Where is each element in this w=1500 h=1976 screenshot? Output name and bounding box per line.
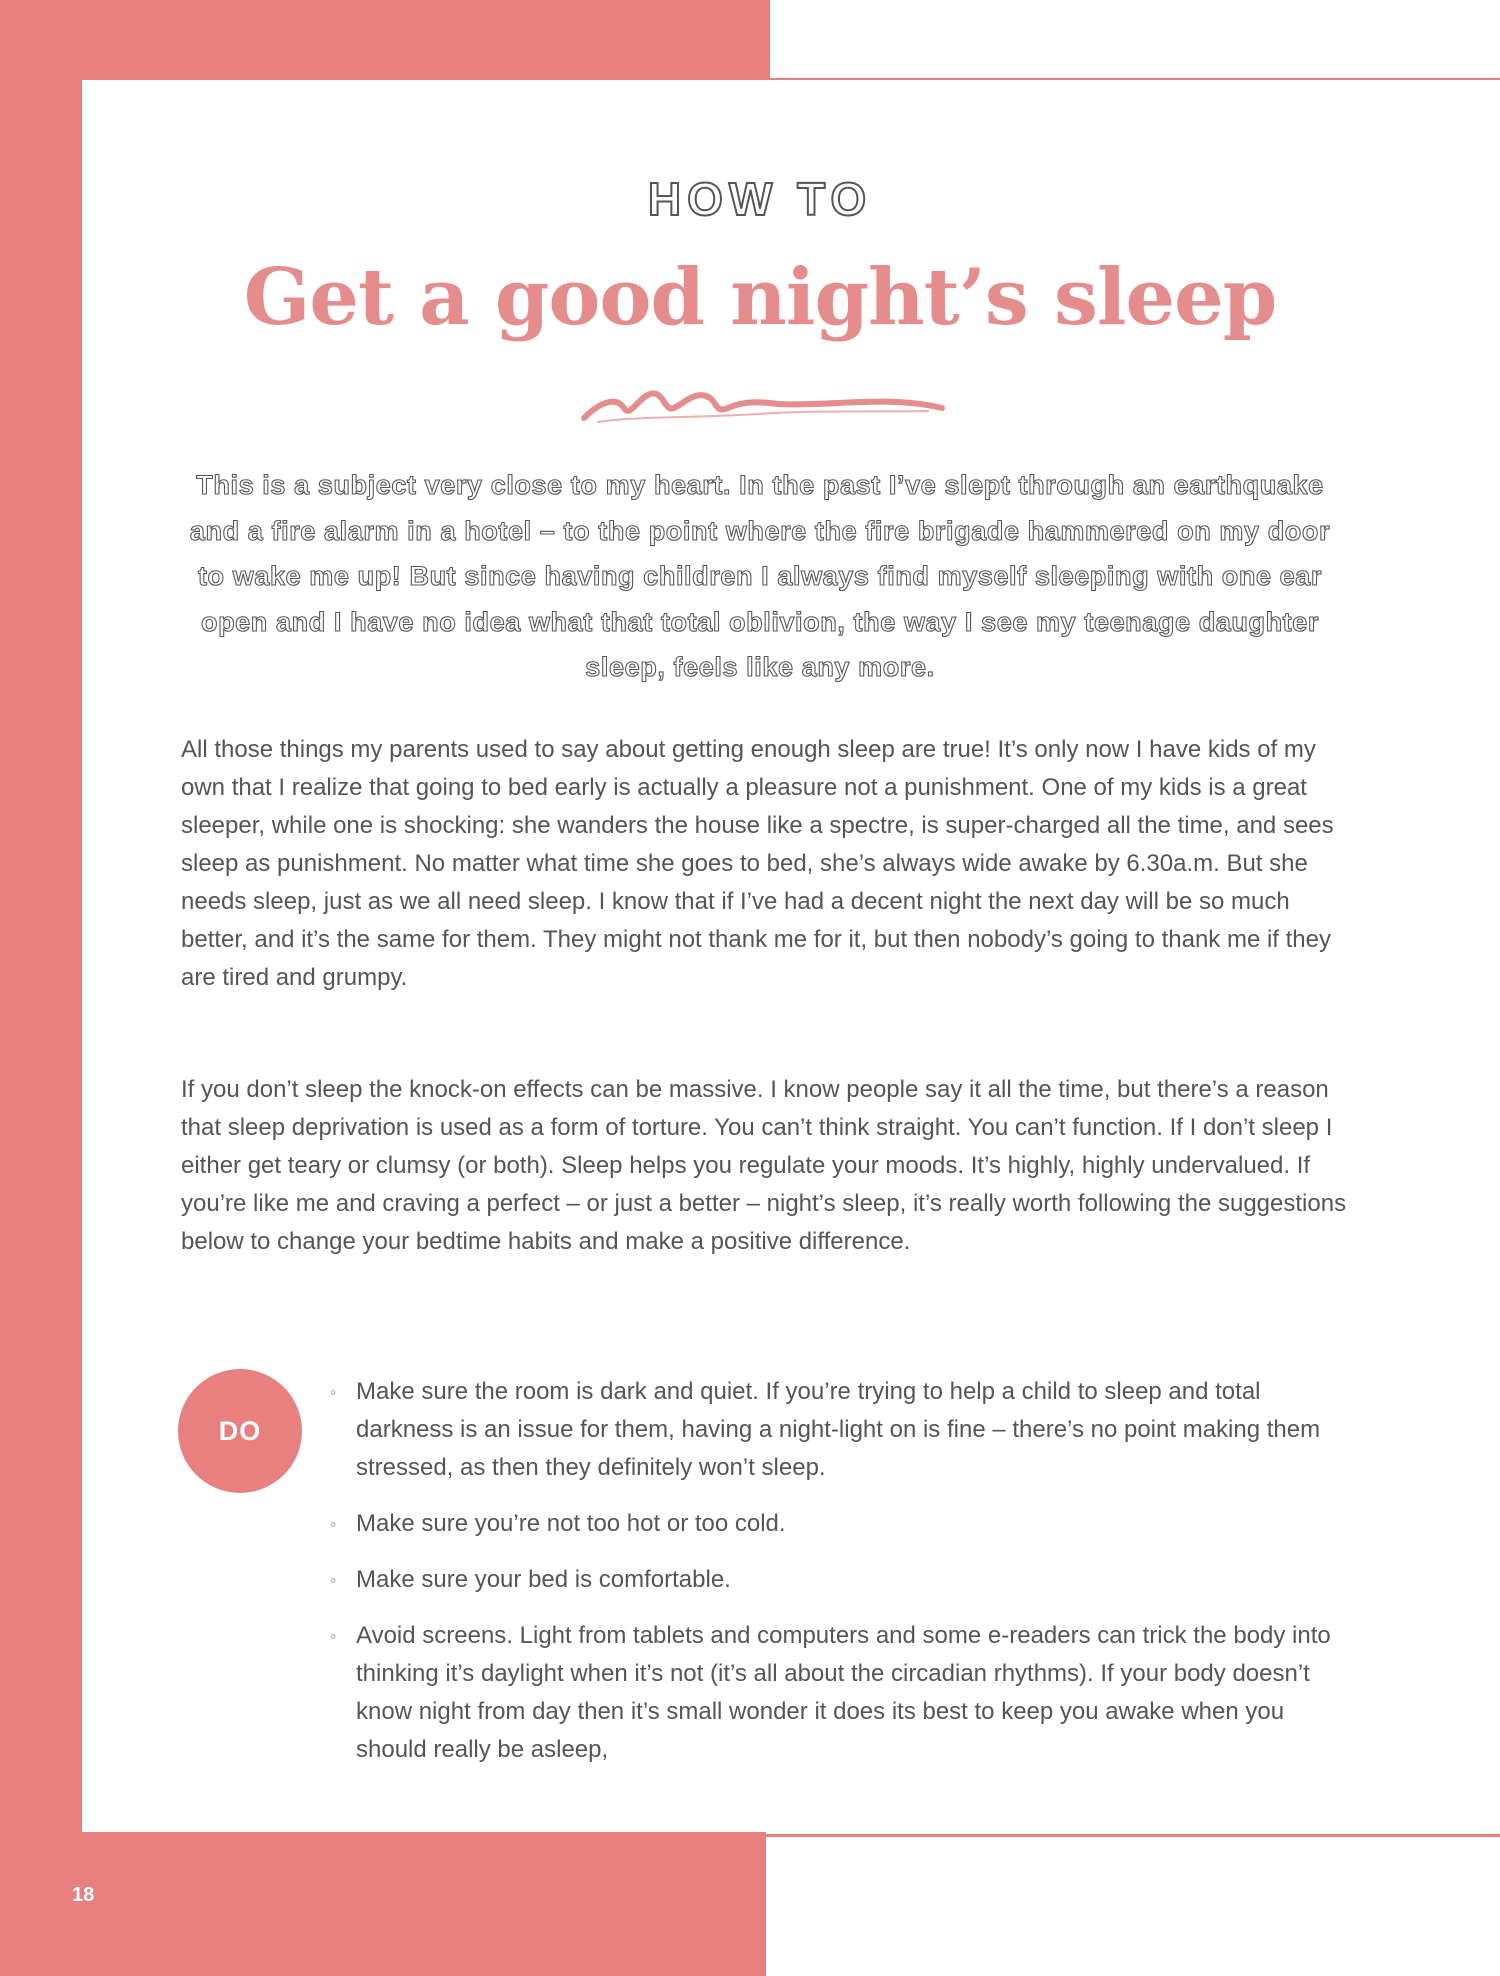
bottom-accent-band (0, 1832, 766, 1976)
squiggle-divider-icon (578, 378, 948, 430)
list-item-text: Make sure you’re not too hot or too cold. (356, 1510, 786, 1537)
list-item (330, 1505, 1360, 1543)
bullet-icon: ◦ (330, 1626, 337, 1646)
list-item (330, 1617, 1360, 1769)
list-item-text: Make sure your bed is comfortable. (356, 1566, 731, 1593)
body-paragraph-1: All those things my parents used to say about getting enough sleep are true! It’s only now I have kids of my own that I realize that going to bed early is actually a pleasure not a punishment. One of my kids is a great sleeper, while one is shocking: she wanders the house like a spectre, is super-charged all the time, and sees sleep as punishment. No matter what time she goes to bed, she’s always wide awake by 6.30a.m. But she needs sleep, just as we all need sleep. I know that if I’ve had a decent night the next day will be so much better, and it’s the same for them. They might not thank me for it, but then nobody’s going to thank me if they are tired and grumpy. (181, 736, 1334, 991)
bullet-icon: ◦ (330, 1570, 337, 1590)
list-item-text: Make sure the room is dark and quiet. If you’re trying to help a child to sleep and total darkness is an issue for them, having a night-light on is fine – there’s no point making them stressed, as then they definitely won’t sleep. (356, 1378, 1321, 1481)
page-number: 18 (72, 1884, 95, 1906)
left-accent-band (0, 0, 82, 1976)
do-list (330, 1373, 1360, 1787)
page-title: Get a good night’s sleep (243, 252, 1277, 343)
bullet-icon: ◦ (330, 1382, 337, 1402)
list-item (330, 1373, 1360, 1487)
list-item (330, 1561, 1360, 1599)
intro-paragraph: This is a subject very close to my heart. In the past I’ve slept through an earthquake and a fire alarm in a hotel – to the point where the fire brigade hammered on my door to wake me up! But since having children I always find myself sleeping with one ear open and I have no idea what that total oblivion, the way I see my teenage daughter sleep, feels like any more. (189, 470, 1331, 682)
do-badge: DO (178, 1369, 302, 1493)
list-item-text: Avoid screens. Light from tablets and computers and some e-readers can trick the body into thinking it’s daylight when it’s not (it’s all about the circadian rhythms). If your body doesn’t know night from day then it’s small wonder it does its best to keep you awake when you should really be asleep, (356, 1622, 1331, 1763)
kicker-heading: HOW TO (647, 173, 873, 225)
bottom-edge-line (766, 1834, 1500, 1837)
bullet-icon: ◦ (330, 1514, 337, 1534)
body-paragraph-2: If you don’t sleep the knock-on effects can be massive. I know people say it all the time, but there’s a reason that sleep deprivation is used as a form of torture. You can’t think straight. You can’t function. If I don’t sleep I either get teary or clumsy (or both). Sleep helps you regulate your moods. It’s highly, highly undervalued. If you’re like me and craving a perfect – or just a better – night’s sleep, it’s really worth following the suggestions below to change your bedtime habits and make a positive difference. (181, 1076, 1347, 1255)
